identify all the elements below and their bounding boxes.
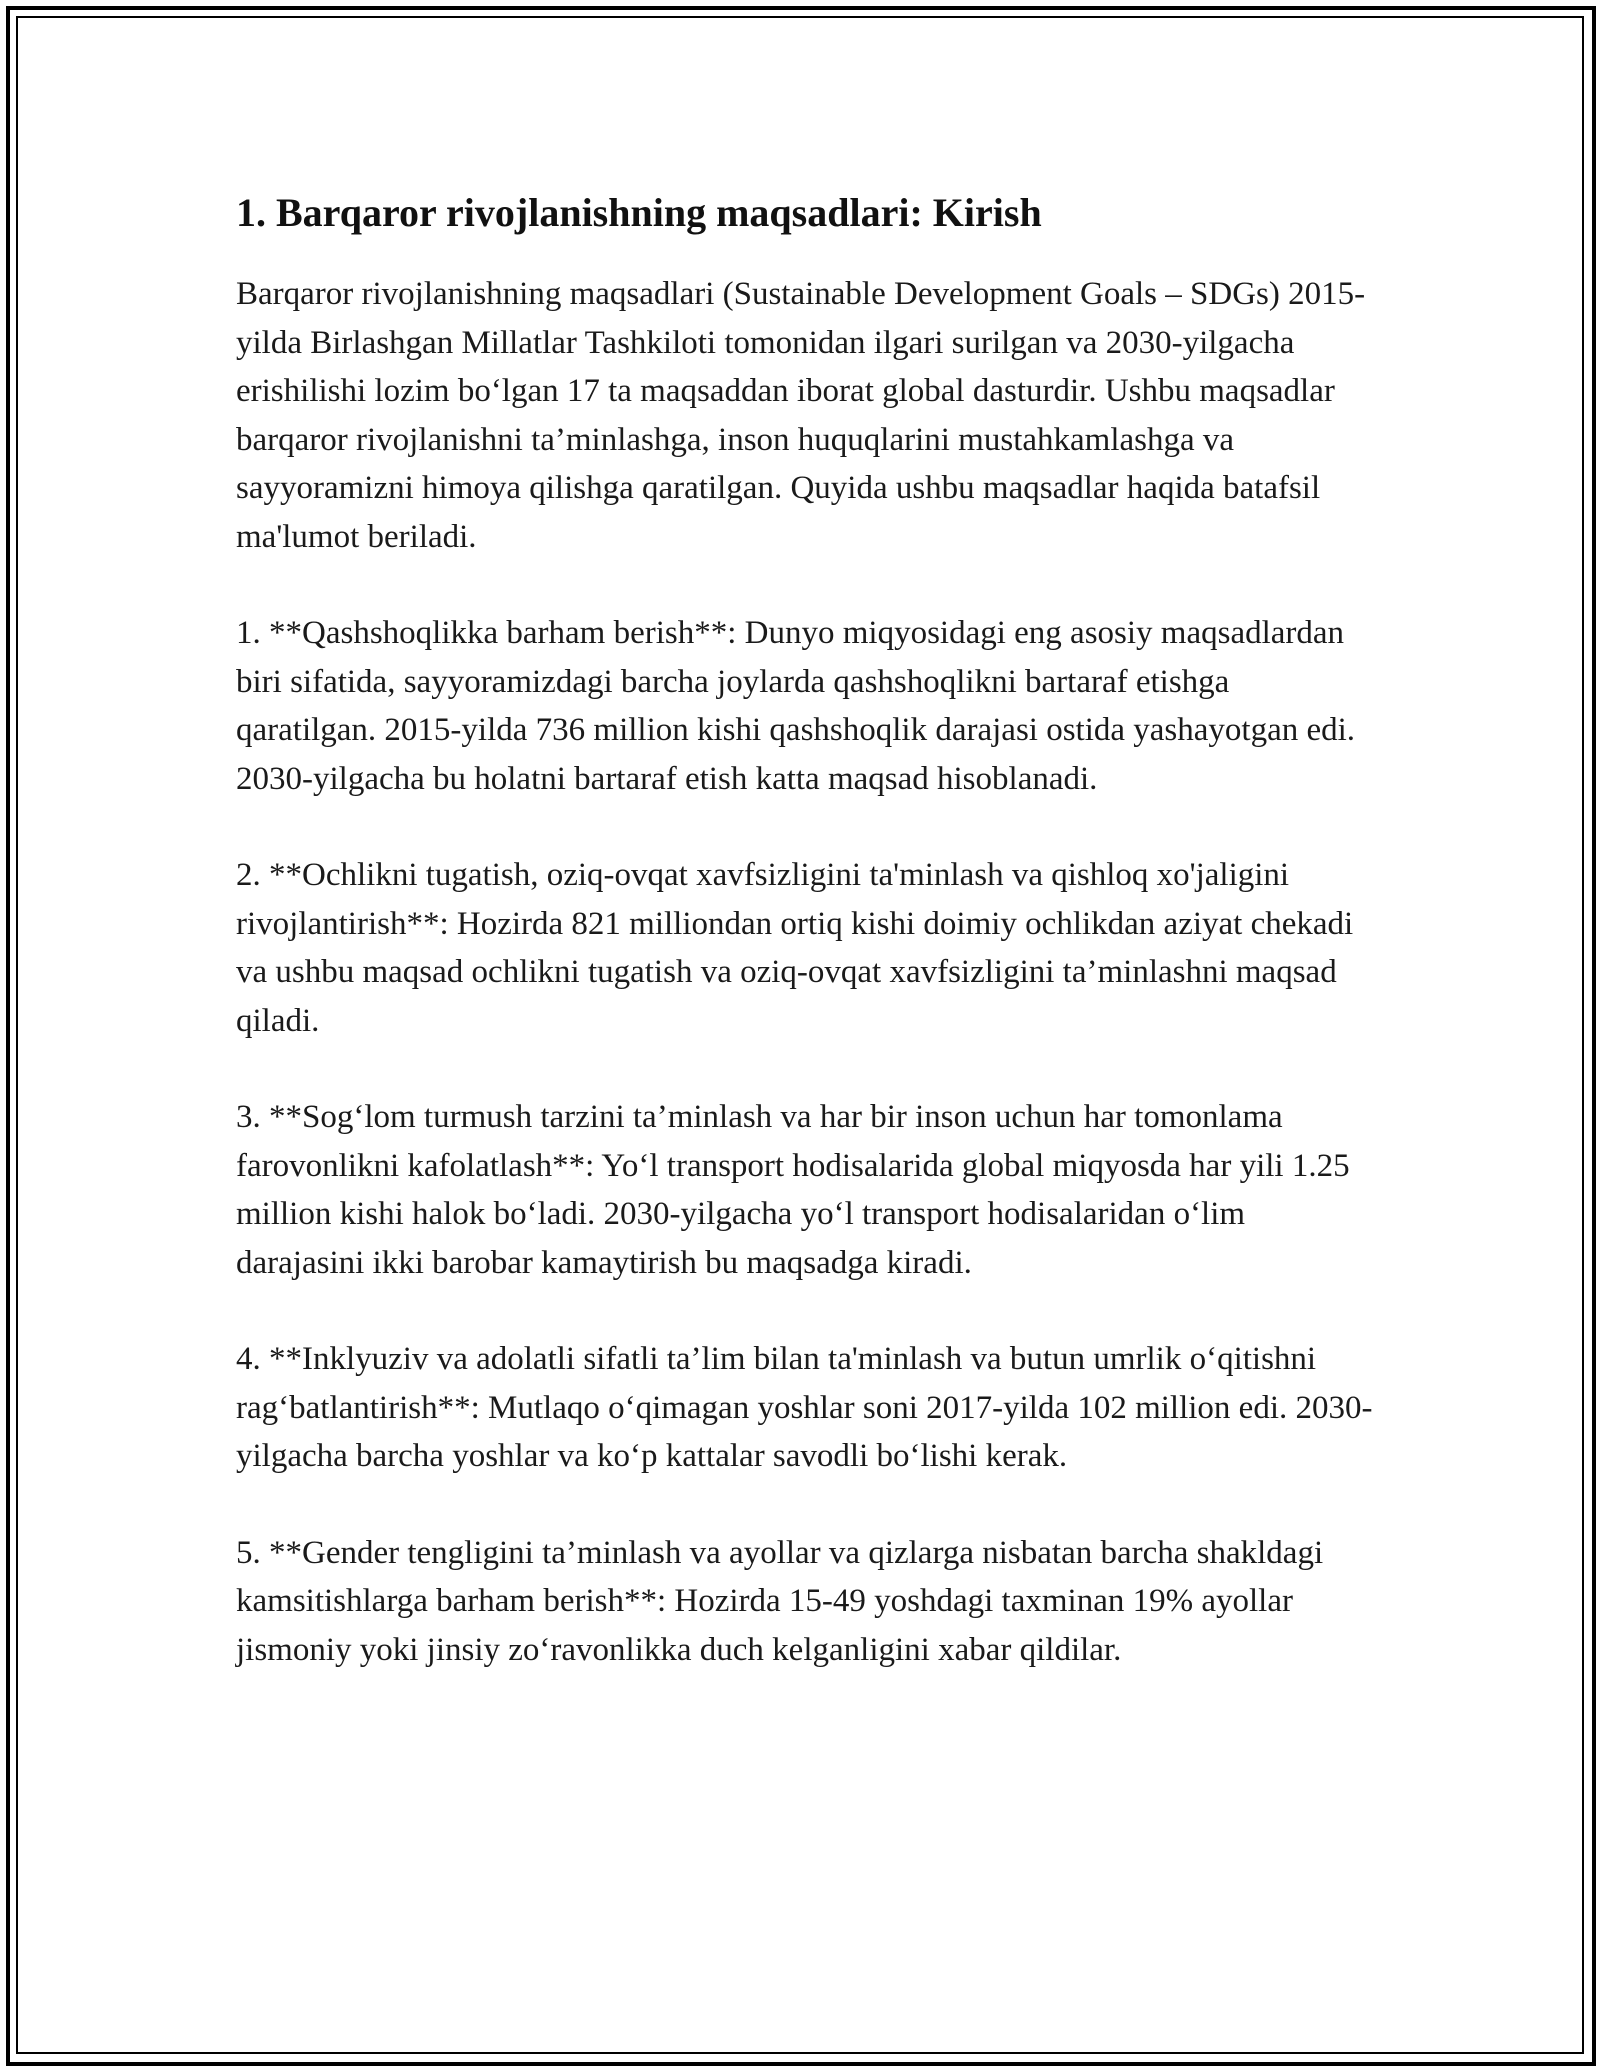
document-body xyxy=(236,186,1376,1722)
document-title: 1. Barqaror rivojlanishning maqsadlari: Kirish xyxy=(236,190,1042,235)
goal-item-2: 2. **Ochlikni tugatish, oziq-ovqat xavfsizligini ta'minlash va qishloq xo'jaligini rivojlantirish**: Hozirda 821 milliondan ortiq kishi doimiy ochlikdan aziyat chekadi va ushbu maqsad ochlikni tugatish va oziq-ovqat xavfsizligini ta’minlashni maqsad qiladi. xyxy=(236,857,1354,1039)
goal-item-3: 3. **Sog‘lom turmush tarzini ta’minlash va har bir inson uchun har tomonlama farovonlikni kafolatlash**: Yo‘l transport hodisalarida global miqyosda har yili 1.25 million kishi halok bo‘ladi. 2030-yilgacha yo‘l transport hodisalaridan o‘lim darajasini ikki barobar kamaytirish bu maqsadga kiradi. xyxy=(236,1099,1350,1281)
goal-item-5: 5. **Gender tengligini ta’minlash va ayollar va qizlarga nisbatan barcha shakldagi kamsitishlarga barham berish**: Hozirda 15-49 yoshdagi taxminan 19% ayollar jismoniy yoki jinsiy zo‘ravonlikka duch kelganligini xabar qildilar. xyxy=(236,1534,1324,1668)
goal-item-1: 1. **Qashshoqlikka barham berish**: Dunyo miqyosidagi eng asosiy maqsadlardan biri sifatida, sayyoramizdagi barcha joylarda qashshoqlikni bartaraf etishga qaratilgan. 2015-yilda 736 million kishi qashshoqlik darajasi ostida yashayotgan edi. 2030-yilgacha bu holatni bartaraf etish katta maqsad hisoblanadi. xyxy=(236,615,1356,797)
goal-item-4: 4. **Inklyuziv va adolatli sifatli ta’lim bilan ta'minlash va butun umrlik o‘qitishni rag‘batlantirish**: Mutlaqo o‘qimagan yoshlar soni 2017-yilda 102 million edi. 2030-yilgacha barcha yoshlar va ko‘p kattalar savodli bo‘lishi kerak. xyxy=(236,1341,1373,1474)
intro-paragraph: Barqaror rivojlanishning maqsadlari (Sustainable Development Goals – SDGs) 2015-yilda Birlashgan Millatlar Tashkiloti tomonidan ilgari surilgan va 2030-yilgacha erishilishi lozim bo‘lgan 17 ta maqsaddan iborat global dasturdir. Ushbu maqsadlar barqaror rivojlanishni ta’minlashga, inson huquqlarini mustahkamlashga va sayyoramizni himoya qilishga qaratilgan. Quyida ushbu maqsadlar haqida batafsil ma'lumot beriladi. xyxy=(236,276,1366,555)
